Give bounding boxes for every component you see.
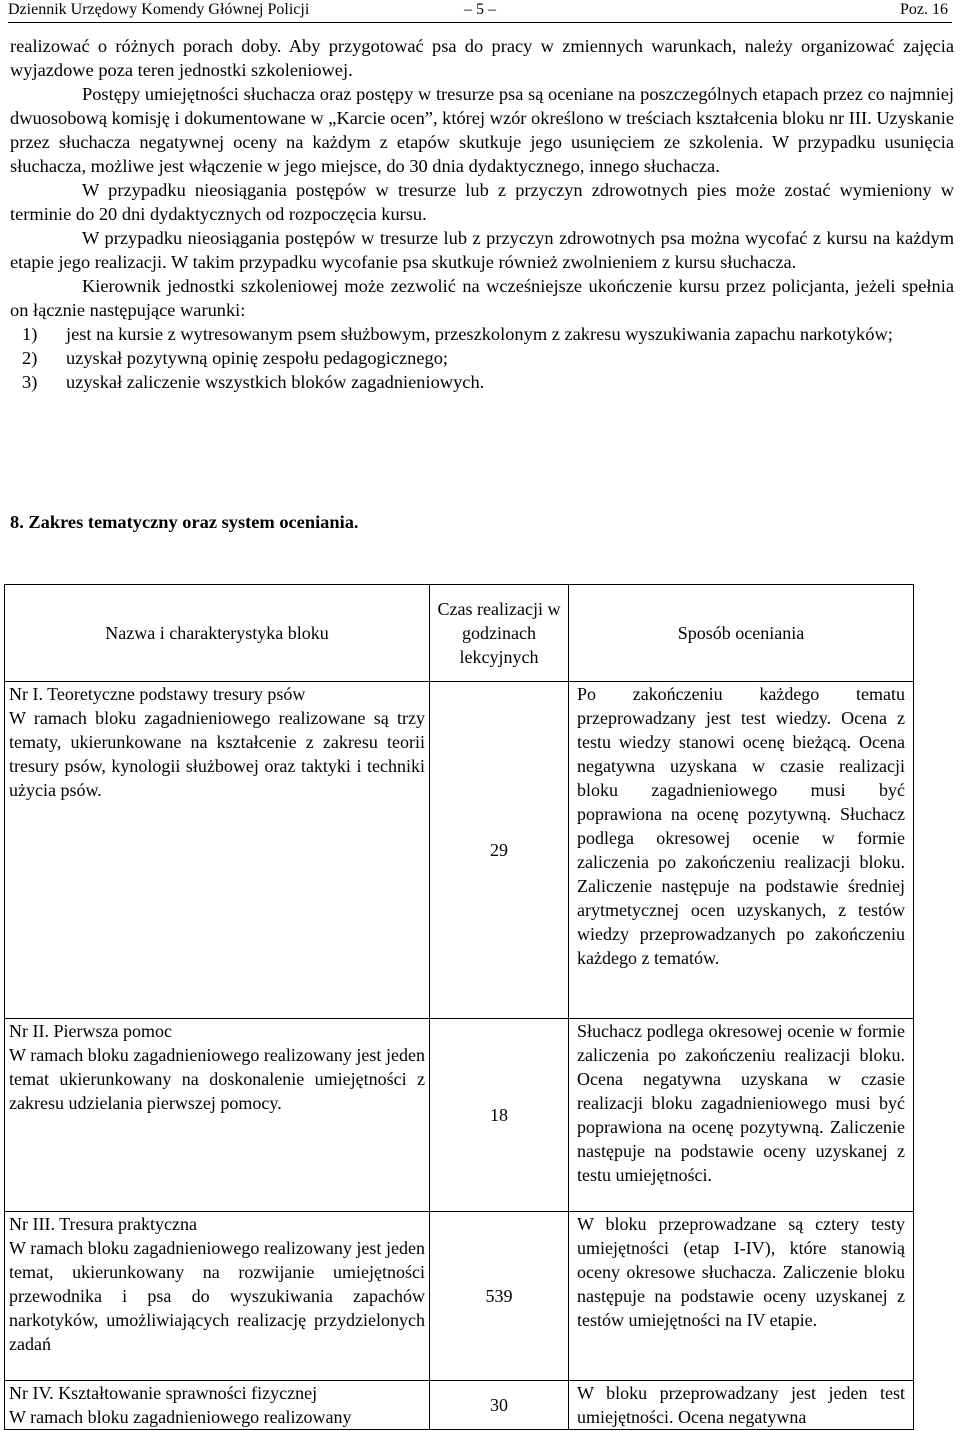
list-number: 3)	[22, 372, 38, 392]
assessment-cell: Po zakończeniu każdego tematu przeprowadzany jest test wiedzy. Ocena z testu wiedzy stanowi ocenę bieżącą. Ocena negatywna uzyskana w czasie realizacji bloku zagadnieniowego musi być poprawiona na ocenę pozytywną. Słuchacz podlega okresowej ocenie w formie zaliczenia po zakończeniu realizacji bloku. Zaliczenie następuje na podstawie średniej arytmetycznej ocen uzyskanych, z testów wiedzy przeprowadzanych po zakończeniu każdego z tematów.	[569, 682, 914, 1019]
paragraph: W przypadku nieosiągania postępów w tresurze lub z przyczyn zdrowotnych pies może zostać wymieniony w terminie do 20 dni dydaktycznych od rozpoczęcia kursu.	[10, 180, 954, 224]
list-text: uzyskał zaliczenie wszystkich bloków zagadnieniowych.	[66, 372, 485, 392]
header-hours: Czas realizacji w godzinach lekcyjnych	[430, 585, 569, 682]
block-cell	[5, 1212, 430, 1381]
block-title: Nr II. Pierwsza pomoc	[9, 1021, 172, 1041]
block-cell	[5, 682, 430, 1019]
table-row	[5, 1212, 914, 1381]
hours-cell: 18	[430, 1019, 569, 1212]
assessment-cell: W bloku przeprowadzany jest jeden test umiejętności. Ocena negatywna	[569, 1381, 914, 1430]
list-text: uzyskał pozytywną opinię zespołu pedagogicznego;	[66, 348, 449, 368]
block-title: Nr IV. Kształtowanie sprawności fizycznej	[9, 1383, 318, 1403]
block-cell	[5, 1381, 430, 1430]
list-number: 1)	[22, 324, 38, 344]
table-row	[5, 682, 914, 1019]
paragraph: realizować o różnych porach doby. Aby przygotować psa do pracy w zmiennych warunkach, należy organizować zajęcia wyjazdowe poza teren jednostki szkoleniowej.	[10, 36, 954, 80]
header-assessment: Sposób oceniania	[569, 585, 914, 682]
block-description: W ramach bloku zagadnieniowego realizowany	[9, 1407, 352, 1427]
page-header	[8, 0, 952, 23]
list-text: jest na kursie z wytresowanym psem służbowym, przeszkolonym z zakresu wyszukiwania zapachu narkotyków;	[66, 324, 893, 344]
hours-cell: 30	[430, 1381, 569, 1430]
block-description: W ramach bloku zagadnieniowego realizowany jest jeden temat ukierunkowany na doskonalenie umiejętności z zakresu udzielania pierwszej pomocy.	[9, 1045, 425, 1113]
list-number: 2)	[22, 348, 38, 368]
page-number: – 5 –	[464, 1, 496, 18]
section-title: 8. Zakres tematyczny oraz system oceniania.	[10, 512, 359, 532]
block-title: Nr I. Teoretyczne podstawy tresury psów	[9, 684, 306, 704]
list-item	[10, 346, 954, 370]
conditions-list	[10, 322, 954, 394]
block-cell	[5, 1019, 430, 1212]
assessment-cell: W bloku przeprowadzane są cztery testy umiejętności (etap I-IV), które stanowią oceny okresowe słuchacza. Zaliczenie bloku następuje na podstawie oceny uzyskanej z testów umiejętności na IV etapie.	[569, 1212, 914, 1381]
hours-cell: 539	[430, 1212, 569, 1381]
paragraph: Kierownik jednostki szkoleniowej może zezwolić na wcześniejsze ukończenie kursu przez policjanta, jeżeli spełnia on łącznie następujące warunki:	[10, 276, 954, 320]
table-header-row	[5, 585, 914, 682]
paragraph: Postępy umiejętności słuchacza oraz postępy w tresurze psa są oceniane na poszczególnych etapach przez co najmniej dwuosobową komisję i dokumentowane w „Karcie ocen”, której wzór określono w treściach kształcenia bloku nr III. Uzyskanie przez słuchacza negatywnej oceny na każdym z etapów skutkuje jego usunięciem ze szkolenia. W przypadku usunięcia słuchacza, możliwe jest włączenie w jego miejsce, do 30 dnia dydaktycznego, innego słuchacza.	[10, 84, 954, 176]
curriculum-table	[4, 584, 914, 1430]
header-block-name: Nazwa i charakterystyka bloku	[5, 585, 430, 682]
block-description: W ramach bloku zagadnieniowego realizowany jest jeden temat, ukierunkowany na rozwijanie umiejętności przewodnika i psa do wyszukiwania zapachów narkotyków, umożliwiających realizację przydzielonych zadań	[9, 1238, 425, 1354]
table-row	[5, 1019, 914, 1212]
list-item	[10, 370, 954, 394]
block-title: Nr III. Tresura praktyczna	[9, 1214, 197, 1234]
assessment-cell: Słuchacz podlega okresowej ocenie w formie zaliczenia po zakończeniu realizacji bloku. Ocena negatywna uzyskana w czasie realizacji bloku zagadnieniowego musi być poprawiona na ocenę pozytywną. Zaliczenie następuje na podstawie oceny uzyskanej z testu umiejętności.	[569, 1019, 914, 1212]
table-row	[5, 1381, 914, 1430]
block-description: W ramach bloku zagadnieniowego realizowane są trzy tematy, ukierunkowane na kształcenie z zakresu teorii tresury psów, kynologii służbowej oraz taktyki i techniki użycia psów.	[9, 708, 425, 800]
list-item	[10, 322, 954, 346]
hours-cell: 29	[430, 682, 569, 1019]
paragraph: W przypadku nieosiągania postępów w tresurze lub z przyczyn zdrowotnych psa można wycofać z kursu na każdym etapie jego realizacji. W takim przypadku wycofanie psa skutkuje również zwolnieniem z kursu słuchacza.	[10, 228, 954, 272]
body-text	[10, 34, 954, 394]
journal-title: Dziennik Urzędowy Komendy Głównej Policji	[8, 1, 310, 18]
position-number: Poz. 16	[900, 1, 948, 18]
